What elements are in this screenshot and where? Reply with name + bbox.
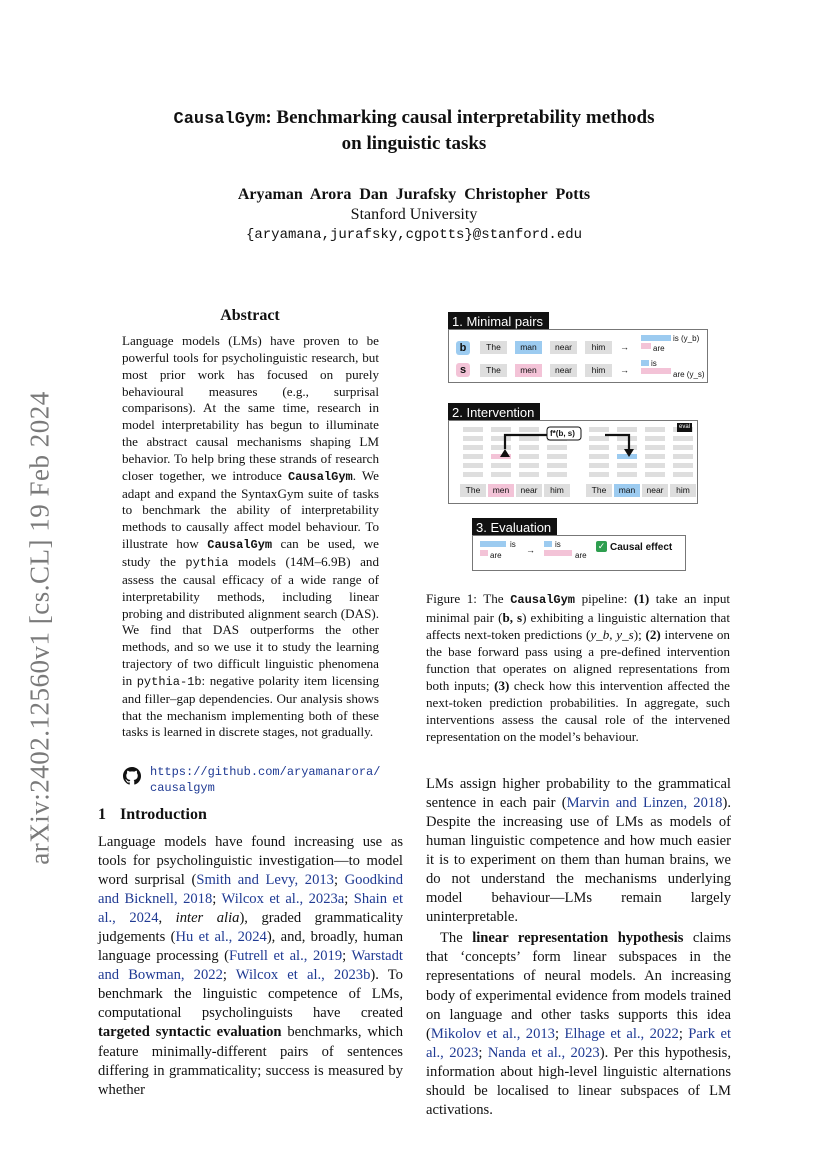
layer-cell <box>589 436 609 441</box>
citation[interactable]: Warstadt and Bowman, 2022 <box>98 948 403 984</box>
layer-cell <box>645 427 665 432</box>
prob-bar-is <box>480 541 506 547</box>
layer-cell <box>519 445 539 450</box>
token: The <box>460 484 486 497</box>
yb-label: is (y_b) <box>673 334 700 343</box>
layer-cell <box>547 472 567 477</box>
layer-cell <box>673 463 693 468</box>
prob-bar-is <box>641 335 671 341</box>
layer-cell <box>463 454 483 459</box>
citation[interactable]: Mikolov et al., 2013 <box>430 1025 555 1042</box>
abstract-body: Language models (LMs) have proven to be powerful tools for psycholinguistic research, but most prior work has focused on purely behavioural measures (e.g., surprisal comparisons). At the same time, research in model interpretability has begun to illuminate the abstract causal mechanisms shaping LM behavior. To help bring these strands of research closer together, we introduce CausalGym. We adapt and expand the SyntaxGym suite of tasks to benchmark the ability of interpretability methods to causally affect model behaviour. To illustrate how CausalGym can be used, we study the pythia models (14M–6.9B) and assess the causal efficacy of a wide range of interpretability methods, including linear probing and distributed alignment search (DAS). We find that DAS outperforms the other methods, and so we use it to study the learning trajectory of two difficult linguistic phenomena in pythia-1b: negative polarity item licensing and filler–gap dependencies. Our analysis shows that the mechanism implementing both of these tasks is learned in discrete stages, not gradually. <box>122 333 380 740</box>
eval-tag: eval <box>679 424 691 430</box>
are-label: are <box>653 344 665 353</box>
paper-title: CausalGym: Benchmarking causal interpretability methods on linguistic tasks <box>173 107 655 154</box>
token: men <box>488 484 514 497</box>
prob-bar-is <box>641 360 649 366</box>
token: The <box>586 484 612 497</box>
affiliation: Stanford University <box>350 206 478 223</box>
layer-cell <box>547 445 567 450</box>
layer-cell <box>491 436 511 441</box>
evaluation-panel <box>472 535 686 571</box>
layer-cell <box>463 463 483 468</box>
layer-cell <box>547 454 567 459</box>
emails: {aryamana,jurafsky,cgpotts}@stanford.edu <box>245 227 583 243</box>
source-badge: s <box>456 363 470 377</box>
intervention-panel <box>448 420 698 504</box>
is-label: is <box>510 540 516 549</box>
prob-bar-is <box>544 541 552 547</box>
citation[interactable]: Wilcox et al., 2023a <box>221 891 345 908</box>
layer-cell <box>491 427 511 432</box>
prob-bar-are <box>480 550 488 556</box>
layer-cell <box>491 472 511 477</box>
figure-section-label: 3. Evaluation <box>472 518 557 536</box>
section-heading-introduction: 1 Introduction <box>98 806 207 823</box>
prob-bar-are <box>641 343 651 349</box>
layer-cell <box>645 436 665 441</box>
token: The <box>480 341 507 354</box>
layer-cell <box>645 472 665 477</box>
citation[interactable]: Nanda et al., 2023 <box>487 1044 600 1061</box>
intervention-function: f*(b, s) <box>550 429 575 438</box>
layer-cell <box>645 445 665 450</box>
layer-cell <box>589 463 609 468</box>
causal-effect-label: Causal effect <box>610 542 673 553</box>
paragraph: LMs assign higher probability to the grammatical sentence in each pair (Marvin and Linzen, 2018). Despite the increasing use of LMs as models of human linguistic competence and how much easier it is to experiment on them than human brains, we do not understand the mechanisms underlying model behaviour—LMs remain largely uninterpretable. <box>426 776 731 926</box>
layer-cell <box>673 454 693 459</box>
token: near <box>516 484 542 497</box>
layer-cell <box>617 454 637 459</box>
layer-cell <box>617 436 637 441</box>
figure-section-label: 1. Minimal pairs <box>448 312 549 330</box>
figure-section-label: 2. Intervention <box>448 403 540 421</box>
layer-cell <box>589 427 609 432</box>
authors: Aryaman Arora Dan Jurafsky Christopher Potts <box>237 186 591 203</box>
token: him <box>585 341 612 354</box>
layer-cell <box>589 454 609 459</box>
layer-cell <box>645 463 665 468</box>
paragraph: The linear representation hypothesis claims that ‘concepts’ form linear subspaces in the representations of neural models. An increasing body of experimental evidence from models trained on language and other tasks supports this idea (Mikolov et al., 2013; Elhage et al., 2022; Park et al., 2023; Nanda et al., 2023). Per this hypothesis, information about high-level linguistic alternations should be localised to linear subspaces of LM activations. <box>426 930 732 1118</box>
layer-cell <box>519 454 539 459</box>
citation[interactable]: Goodkind and Bicknell, 2018 <box>98 872 404 908</box>
layer-cell <box>673 445 693 450</box>
layer-cell <box>519 427 539 432</box>
layer-cell <box>463 445 483 450</box>
are-label: are <box>575 551 587 560</box>
layer-cell <box>617 472 637 477</box>
minimal-pairs-panel <box>448 329 708 383</box>
token: him <box>585 364 612 377</box>
layer-cell <box>547 463 567 468</box>
layer-cell <box>463 436 483 441</box>
layer-cell <box>519 472 539 477</box>
github-url[interactable]: https://github.com/aryamanarora/ causalgym <box>150 765 381 795</box>
layer-cell <box>673 472 693 477</box>
are-label: are <box>490 551 502 560</box>
token: him <box>544 484 570 497</box>
layer-cell <box>673 436 693 441</box>
layer-cell <box>491 445 511 450</box>
token: near <box>550 364 577 377</box>
abstract-heading: Abstract <box>220 307 280 324</box>
layer-cell <box>463 472 483 477</box>
layer-cell <box>519 463 539 468</box>
prob-bar-are <box>641 368 671 374</box>
is-label: is <box>651 359 657 368</box>
token: man <box>515 341 542 354</box>
layer-cell <box>491 463 511 468</box>
token: him <box>670 484 696 497</box>
prob-bar-are <box>544 550 572 556</box>
token: man <box>614 484 640 497</box>
citation[interactable]: Park et al., 2023 <box>426 1025 732 1061</box>
arrow: → <box>526 545 535 555</box>
token: men <box>515 364 542 377</box>
layer-cell <box>589 445 609 450</box>
ys-label: are (y_s) <box>673 370 705 379</box>
token: near <box>550 341 577 354</box>
citation[interactable]: Shain et al., 2024 <box>98 891 404 927</box>
arrow: → <box>620 342 629 352</box>
is-label: is <box>555 540 561 549</box>
figure-1-pipeline <box>446 312 716 576</box>
layer-cell <box>519 436 539 441</box>
check-icon: ✓ <box>597 541 606 551</box>
citation[interactable]: Elhage et al., 2022 <box>564 1025 679 1042</box>
citation[interactable]: Marvin and Linzen, 2018 <box>566 795 723 812</box>
token: The <box>480 364 507 377</box>
layer-cell <box>589 472 609 477</box>
layer-cell <box>463 427 483 432</box>
token: near <box>642 484 668 497</box>
layer-cell <box>645 454 665 459</box>
github-icon <box>123 767 141 785</box>
citation[interactable]: Hu et al., 2024 <box>175 929 267 946</box>
layer-cell <box>617 427 637 432</box>
right-column-body <box>426 775 731 1120</box>
introduction-body: Language models have found increasing use as tools for psycholinguistic investigation—to model word surprisal (Smith and Levy, 2013; Goodkind and Bicknell, 2018; Wilcox et al., 2023a; Shain et al., 2024, inter alia), graded grammaticality judgements (Hu et al., 2024), and, broadly, human language processing (Futrell et al., 2019; Warstadt and Bowman, 2022; Wilcox et al., 2023b). To benchmark the linguistic competence of LMs, computational psycholinguists have created targeted syntactic evaluation benchmarks, which feature minimally-different pairs of sentences differing in grammaticality; success is measured by whether <box>98 834 404 1098</box>
arrow: → <box>620 365 629 375</box>
base-badge: b <box>456 341 470 355</box>
layer-cell <box>617 463 637 468</box>
figure-caption: Figure 1: The CausalGym pipeline: (1) take an input minimal pair (b, s) exhibiting a linguistic alternation that affects next-token predictions (y_b, y_s); (2) intervene on the base forward pass using a pre-defined intervention function that operates on aligned representations from both inputs; (3) check how this intervention affected the next-token prediction probabilities. In aggregate, such interventions assess the causal role of the intervened representation on the model’s behaviour. <box>426 591 731 745</box>
citation[interactable]: Futrell et al., 2019 <box>229 948 343 965</box>
citation[interactable]: Wilcox et al., 2023b <box>235 967 371 984</box>
citation[interactable]: Smith and Levy, 2013 <box>196 872 334 889</box>
